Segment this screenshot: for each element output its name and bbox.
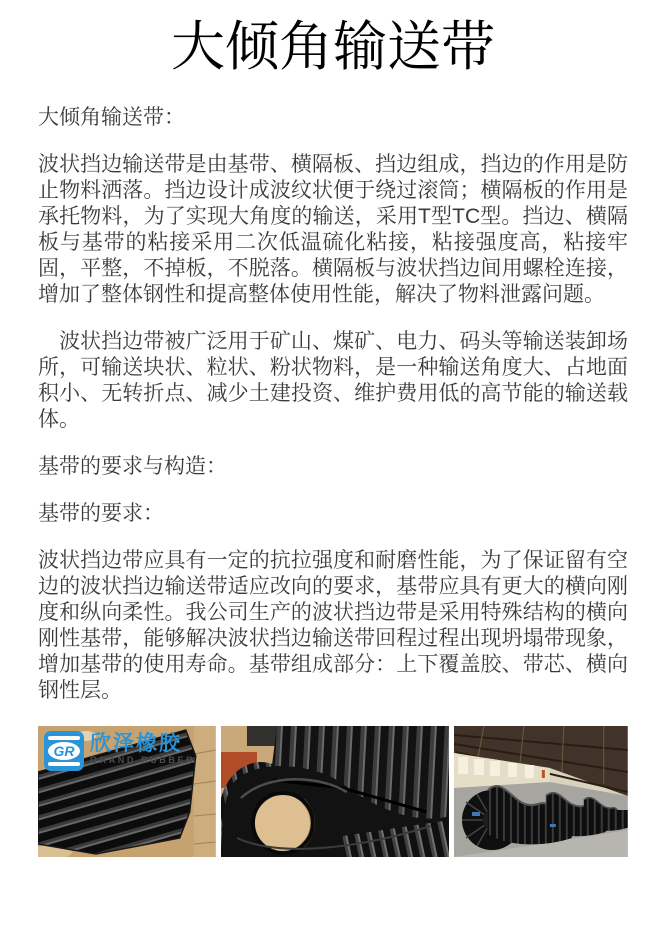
product-image-gallery: [38, 726, 628, 857]
brand-name-en: GRAND RUBBER: [90, 755, 196, 765]
brand-monogram: GR: [53, 743, 75, 759]
intro-label: 大倾角输送带：: [38, 106, 185, 129]
sidewall-belt-loop-with-roller-photo: [221, 726, 450, 857]
factory-belt-stock-graphic: [454, 726, 628, 857]
page-title: 大倾角输送带: [171, 17, 495, 77]
brand-logo-icon: [44, 731, 84, 771]
paragraph-overview: 波状挡边输送带是由基带、横隔板、挡边组成，挡边的作用是防止物料洒落。挡边设计成波纹状便于绕过滚筒；横隔板的作用是承托物料，为了实现大角度的输送，采用T型TC型。挡边、横隔板与基带的粘接采用二次低温硫化粘接，粘接强度高，粘接牢固，平整，不掉板，不脱落。横隔板与波状挡边间用螺栓连接，增加了整体钢性和提高整体使用性能，解决了物料泄露问题。: [38, 153, 628, 306]
sidewall-belt-closeup-photo: [38, 726, 216, 857]
brand-name-cn: 欣泽橡胶: [90, 732, 182, 755]
heading-base-belt-requirements-structure: 基带的要求与构造：: [38, 455, 227, 478]
paragraph-applications: 波状挡边带被广泛用于矿山、煤矿、电力、码头等输送装卸场所，可输送块状、粒状、粉状物料，是一种输送角度大、占地面积小、无转折点、减少土建投资、维护费用低的高节能的输送载体。: [38, 330, 628, 431]
sidewall-belt-loop-graphic: [221, 726, 450, 857]
brand-watermark: [44, 731, 195, 771]
factory-belt-stock-photo: [454, 726, 628, 857]
paragraph-base-belt: 波状挡边带应具有一定的抗拉强度和耐磨性能，为了保证留有空边的波状挡边输送带适应改向的要求，基带应具有更大的横向刚度和纵向柔性。我公司生产的波状挡边带是采用特殊结构的横向刚性基带，能够解决波状挡边输送带回程过程出现坍塌带现象，增加基带的使用寿命。基带组成部分：上下覆盖胶、带芯、横向钢性层。: [38, 549, 628, 702]
heading-base-belt-requirements: 基带的要求：: [38, 502, 164, 525]
